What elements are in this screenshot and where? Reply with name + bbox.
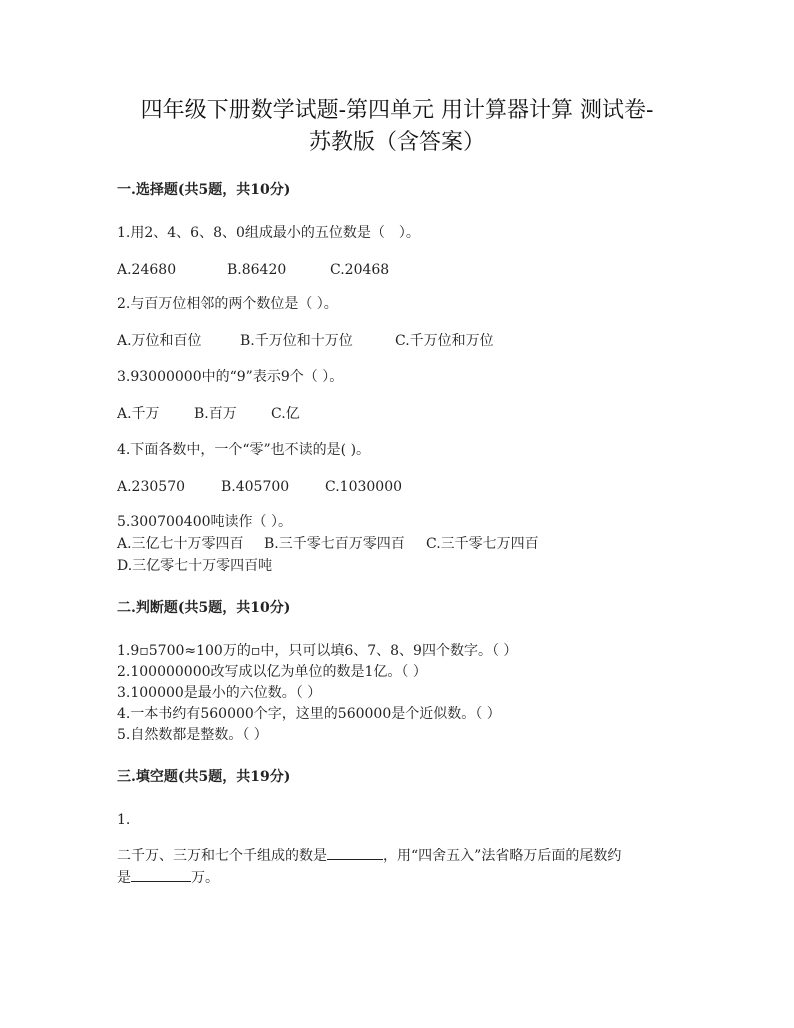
question-1-2-options bbox=[117, 331, 494, 351]
option-c: C.亿 bbox=[271, 406, 300, 422]
option-b: B.千万位和十万位 bbox=[240, 333, 353, 349]
judge-item-3: 3.100000是最小的六位数。（ ） bbox=[117, 685, 322, 701]
question-1-4-options bbox=[117, 477, 402, 497]
question-1-1: 1.用2、4、6、8、0组成最小的五位数是（ ）。 bbox=[117, 225, 420, 241]
answer-blank-2[interactable] bbox=[131, 867, 191, 882]
fill-text-3: 是 bbox=[117, 870, 131, 886]
fill-question-1-line-2 bbox=[117, 867, 219, 888]
question-1-4: 4.下面各数中，一个“零”也不读的是( )。 bbox=[117, 442, 371, 458]
fill-question-1-line-1 bbox=[117, 845, 621, 866]
option-a: A.三亿七十万零四百 bbox=[117, 536, 244, 552]
judge-item-4: 4.一本书约有560000个字，这里的560000是个近似数。（ ） bbox=[117, 706, 501, 722]
option-b: B.三千零七百万零四百 bbox=[264, 536, 405, 552]
option-a: A.万位和百位 bbox=[117, 333, 202, 349]
option-a: A.24680 bbox=[117, 262, 177, 278]
option-a: A.千万 bbox=[117, 406, 160, 422]
title-line-1: 四年级下册数学试题-第四单元 用计算器计算 测试卷- bbox=[140, 98, 654, 123]
option-c: C.1030000 bbox=[325, 479, 403, 495]
title-line-2: 苏教版（含答案） bbox=[308, 130, 485, 155]
fill-text-4: 万。 bbox=[191, 870, 219, 886]
fill-text-1: 二千万、三万和七个千组成的数是 bbox=[117, 848, 327, 864]
option-b: B.86420 bbox=[227, 262, 287, 278]
section-3-heading: 三.填空题(共5题，共19分) bbox=[117, 769, 291, 785]
question-1-5-option-d: D.三亿零七十万零四百吨 bbox=[117, 558, 273, 574]
option-c: C.20468 bbox=[330, 262, 390, 278]
fill-text-2: ，用“四舍五入”法省略万后面的尾数约 bbox=[383, 848, 622, 864]
question-1-5: 5.300700400吨读作（ ）。 bbox=[117, 514, 292, 530]
question-1-3-options bbox=[117, 404, 300, 424]
question-1-1-options bbox=[117, 260, 389, 280]
option-a: A.230570 bbox=[117, 479, 186, 495]
judge-item-1: 1.9▫5700≈100万的▫中，只可以填6、7、8、9四个数字。（ ） bbox=[117, 643, 518, 659]
question-1-3: 3.93000000中的“9”表示9个（ ）。 bbox=[117, 369, 344, 385]
fill-question-1-number: 1. bbox=[117, 812, 131, 828]
option-c: C.千万位和万位 bbox=[395, 333, 494, 349]
option-c: C.三千零七万四百 bbox=[426, 536, 539, 552]
answer-blank-1[interactable] bbox=[327, 845, 383, 860]
judge-item-5: 5.自然数都是整数。（ ） bbox=[117, 727, 268, 743]
option-b: B.百万 bbox=[194, 406, 237, 422]
section-1-heading: 一.选择题(共5题，共10分) bbox=[117, 182, 291, 198]
question-1-2: 2.与百万位相邻的两个数位是（ ）。 bbox=[117, 296, 338, 312]
section-2-heading: 二.判断题(共5题，共10分) bbox=[117, 600, 291, 616]
option-b: B.405700 bbox=[221, 479, 290, 495]
judge-item-2: 2.100000000改写成以亿为单位的数是1亿。（ ） bbox=[117, 664, 427, 680]
question-1-5-options bbox=[117, 534, 539, 554]
